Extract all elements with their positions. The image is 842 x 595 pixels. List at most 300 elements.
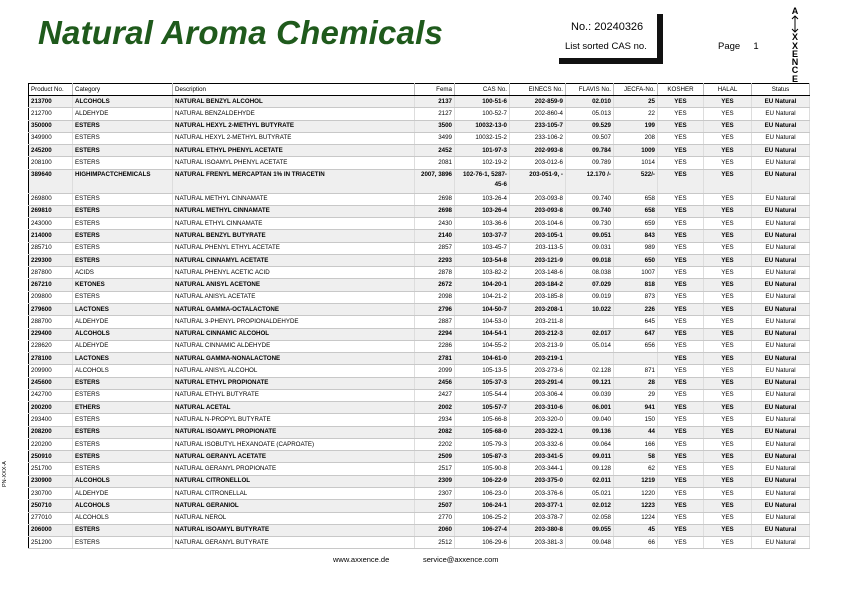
cell-flavis-no: 09.031 (566, 242, 614, 254)
cell-flavis-no: 02.012 (566, 500, 614, 512)
cell-kosher: YES (658, 205, 704, 217)
cell-cas-no: 106-27-4 (455, 524, 510, 536)
cell-jecfa-no: 647 (614, 328, 658, 340)
cell-flavis-no: 09.789 (566, 157, 614, 169)
cell-einecs-no: 203-376-6 (510, 487, 566, 499)
cell-flavis-no: 09.730 (566, 218, 614, 230)
cell-status: EU Natural (752, 451, 810, 463)
cell-product-no: 250910 (29, 451, 73, 463)
brand-letter: E (791, 48, 798, 59)
cell-einecs-no: 203-208-1 (510, 303, 566, 315)
cell-jecfa-no: 44 (614, 426, 658, 438)
cell-status: EU Natural (752, 132, 810, 144)
cell-category: ETHERS (73, 402, 173, 414)
cell-halal: YES (704, 537, 752, 549)
cell-fema: 2698 (415, 193, 455, 205)
cell-cas-no: 102-19-2 (455, 157, 510, 169)
cell-kosher: YES (658, 414, 704, 426)
cell-description: NATURAL GERANIOL (173, 500, 415, 512)
cell-flavis-no: 09.018 (566, 254, 614, 266)
cell-description: NATURAL ANISYL ACETATE (173, 291, 415, 303)
brand-letter: E (791, 73, 798, 84)
cell-einecs-no: 203-320-0 (510, 414, 566, 426)
cell-category: ALDEHYDE (73, 108, 173, 120)
cell-status: EU Natural (752, 157, 810, 169)
cell-einecs-no: 203-113-5 (510, 242, 566, 254)
brand-letter: X (791, 40, 798, 51)
cell-category: ALDEHYDE (73, 340, 173, 352)
cell-status: EU Natural (752, 316, 810, 328)
cell-status: EU Natural (752, 512, 810, 524)
cell-fema: 2293 (415, 254, 455, 266)
cell-description: NATURAL ACETAL (173, 402, 415, 414)
cell-jecfa-no: 522/- (614, 169, 658, 193)
cell-einecs-no: 203-322-1 (510, 426, 566, 438)
cell-halal: YES (704, 389, 752, 401)
cell-jecfa-no: 29 (614, 389, 658, 401)
cell-status: EU Natural (752, 291, 810, 303)
cell-flavis-no: 02.010 (566, 96, 614, 108)
cell-kosher: YES (658, 267, 704, 279)
cell-fema: 2517 (415, 463, 455, 475)
cell-status: EU Natural (752, 303, 810, 315)
cell-description: NATURAL ISOBUTYL HEXANOATE (CAPROATE) (173, 438, 415, 450)
cell-einecs-no: 203-093-8 (510, 205, 566, 217)
cell-einecs-no: 203-380-8 (510, 524, 566, 536)
cell-product-no: 229300 (29, 254, 73, 266)
cell-product-no: 209800 (29, 291, 73, 303)
cell-jecfa-no: 150 (614, 414, 658, 426)
cell-jecfa-no: 989 (614, 242, 658, 254)
cell-einecs-no: 202-993-8 (510, 145, 566, 157)
cell-fema: 2081 (415, 157, 455, 169)
table-row (29, 218, 810, 230)
cell-flavis-no: 09.039 (566, 389, 614, 401)
cell-kosher: YES (658, 279, 704, 291)
table-row (29, 303, 810, 315)
cell-product-no: 389640 (29, 169, 73, 193)
cell-einecs-no: 203-310-6 (510, 402, 566, 414)
cell-cas-no: 10032-15-2 (455, 132, 510, 144)
cell-product-no: 229400 (29, 328, 73, 340)
cell-fema: 2857 (415, 242, 455, 254)
cell-category: ESTERS (73, 193, 173, 205)
cell-fema: 2202 (415, 438, 455, 450)
cell-halal: YES (704, 402, 752, 414)
cell-halal: YES (704, 487, 752, 499)
cell-description: NATURAL ETHYL PHENYL ACETATE (173, 145, 415, 157)
cell-einecs-no: 203-332-6 (510, 438, 566, 450)
col-cas-no: CAS No. (455, 84, 510, 96)
cell-flavis-no: 05.021 (566, 487, 614, 499)
cell-einecs-no: 203-212-3 (510, 328, 566, 340)
table-row (29, 242, 810, 254)
cell-cas-no: 106-22-9 (455, 475, 510, 487)
cell-einecs-no: 233-105-7 (510, 120, 566, 132)
cell-halal: YES (704, 328, 752, 340)
cell-jecfa-no: 199 (614, 120, 658, 132)
cell-status: EU Natural (752, 328, 810, 340)
cell-kosher: YES (658, 340, 704, 352)
table-row (29, 108, 810, 120)
col-kosher: KOSHER (658, 84, 704, 96)
cell-kosher: YES (658, 254, 704, 266)
cell-description: NATURAL PHENYL ACETIC ACID (173, 267, 415, 279)
cell-status: EU Natural (752, 463, 810, 475)
cell-description: NATURAL METHYL CINNAMATE (173, 205, 415, 217)
cell-jecfa-no: 66 (614, 537, 658, 549)
cell-status: EU Natural (752, 353, 810, 365)
cell-einecs-no: 203-341-5 (510, 451, 566, 463)
cell-description: NATURAL ANISYL ACETONE (173, 279, 415, 291)
cell-fema: 2452 (415, 145, 455, 157)
cell-flavis-no: 09.740 (566, 205, 614, 217)
cell-status: EU Natural (752, 487, 810, 499)
cell-cas-no: 103-26-4 (455, 205, 510, 217)
cell-flavis-no: 02.011 (566, 475, 614, 487)
cell-status: EU Natural (752, 402, 810, 414)
cell-category: ALCOHOLS (73, 512, 173, 524)
cell-flavis-no: 09.784 (566, 145, 614, 157)
cell-einecs-no: 203-148-6 (510, 267, 566, 279)
cell-fema: 2698 (415, 205, 455, 217)
cell-cas-no: 104-61-0 (455, 353, 510, 365)
cell-kosher: YES (658, 475, 704, 487)
cell-halal: YES (704, 475, 752, 487)
cell-kosher: YES (658, 108, 704, 120)
cell-status: EU Natural (752, 389, 810, 401)
cell-einecs-no: 203-375-0 (510, 475, 566, 487)
cell-fema: 2060 (415, 524, 455, 536)
cell-cas-no: 102-76-1, 5287-45-6 (455, 169, 510, 193)
cell-description: NATURAL CINNAMIC ALDEHYDE (173, 340, 415, 352)
cell-product-no: 245600 (29, 377, 73, 389)
table-row (29, 365, 810, 377)
cell-status: EU Natural (752, 414, 810, 426)
cell-product-no: 208200 (29, 426, 73, 438)
table-row (29, 230, 810, 242)
cell-fema: 2456 (415, 377, 455, 389)
cell-halal: YES (704, 353, 752, 365)
sort-note: List sorted CAS no. (565, 41, 647, 52)
cell-status: EU Natural (752, 254, 810, 266)
cell-flavis-no: 06.001 (566, 402, 614, 414)
cell-product-no: 287800 (29, 267, 73, 279)
table-row (29, 340, 810, 352)
cell-halal: YES (704, 451, 752, 463)
cell-product-no: 242700 (29, 389, 73, 401)
cell-description: NATURAL ISOAMYL PHENYL ACETATE (173, 157, 415, 169)
cell-fema: 2934 (415, 414, 455, 426)
cell-product-no: 200200 (29, 402, 73, 414)
cell-kosher: YES (658, 524, 704, 536)
col-einecs-no: EINECS No. (510, 84, 566, 96)
cell-cas-no: 105-37-3 (455, 377, 510, 389)
cell-product-no: 230900 (29, 475, 73, 487)
cell-flavis-no: 02.058 (566, 512, 614, 524)
cell-cas-no: 105-66-8 (455, 414, 510, 426)
cell-status: EU Natural (752, 242, 810, 254)
cell-description: NATURAL 3-PHENYL PROPIONALDEHYDE (173, 316, 415, 328)
cell-fema: 2002 (415, 402, 455, 414)
cell-cas-no: 104-55-2 (455, 340, 510, 352)
cell-jecfa-no: 208 (614, 132, 658, 144)
cell-flavis-no: 09.121 (566, 377, 614, 389)
cell-status: EU Natural (752, 230, 810, 242)
document-title: Natural Aroma Chemicals (38, 14, 444, 51)
cell-product-no: 279600 (29, 303, 73, 315)
cell-kosher: YES (658, 463, 704, 475)
cell-flavis-no: 09.040 (566, 414, 614, 426)
cell-fema: 2309 (415, 475, 455, 487)
cell-flavis-no: 09.048 (566, 537, 614, 549)
cell-cas-no: 101-97-3 (455, 145, 510, 157)
brand-letter: N (791, 57, 799, 68)
cell-status: EU Natural (752, 426, 810, 438)
cell-halal: YES (704, 500, 752, 512)
cell-kosher: YES (658, 438, 704, 450)
cell-product-no: 243000 (29, 218, 73, 230)
cell-cas-no: 105-54-4 (455, 389, 510, 401)
col-fema: Fema (415, 84, 455, 96)
cell-halal: YES (704, 316, 752, 328)
cell-jecfa-no: 22 (614, 108, 658, 120)
cell-flavis-no (566, 316, 614, 328)
footer-email[interactable]: service@axxence.com (423, 555, 499, 564)
cell-einecs-no: 202-859-9 (510, 96, 566, 108)
cell-cas-no: 103-37-7 (455, 230, 510, 242)
cell-kosher: YES (658, 120, 704, 132)
cell-product-no: 277010 (29, 512, 73, 524)
cell-fema: 2098 (415, 291, 455, 303)
cell-description: NATURAL GERANYL PROPIONATE (173, 463, 415, 475)
table-row (29, 389, 810, 401)
cell-status: EU Natural (752, 193, 810, 205)
cell-einecs-no: 203-211-8 (510, 316, 566, 328)
table-row (29, 157, 810, 169)
cell-halal: YES (704, 205, 752, 217)
cell-category: ESTERS (73, 132, 173, 144)
cell-fema: 2307 (415, 487, 455, 499)
table-row (29, 205, 810, 217)
cell-jecfa-no: 1219 (614, 475, 658, 487)
cell-jecfa-no: 1223 (614, 500, 658, 512)
brand-letter: C (791, 65, 799, 76)
cell-description: NATURAL BENZYL ALCOHOL (173, 96, 415, 108)
cell-flavis-no: 09.019 (566, 291, 614, 303)
cell-einecs-no: 203-184-2 (510, 279, 566, 291)
cell-fema: 2286 (415, 340, 455, 352)
cell-fema: 2430 (415, 218, 455, 230)
cell-jecfa-no (614, 353, 658, 365)
cell-category: ESTERS (73, 242, 173, 254)
cell-cas-no: 103-36-6 (455, 218, 510, 230)
cell-product-no: 269810 (29, 205, 73, 217)
cell-description: NATURAL ETHYL PROPIONATE (173, 377, 415, 389)
cell-product-no: 267210 (29, 279, 73, 291)
cell-cas-no: 106-23-0 (455, 487, 510, 499)
cell-halal: YES (704, 254, 752, 266)
cell-kosher: YES (658, 218, 704, 230)
cell-kosher: YES (658, 353, 704, 365)
cell-kosher: YES (658, 487, 704, 499)
cell-cas-no: 105-57-7 (455, 402, 510, 414)
cell-cas-no: 105-87-3 (455, 451, 510, 463)
cell-flavis-no: 09.740 (566, 193, 614, 205)
cell-status: EU Natural (752, 537, 810, 549)
cell-description: NATURAL GERANYL BUTYRATE (173, 537, 415, 549)
cell-halal: YES (704, 291, 752, 303)
cell-category: ESTERS (73, 451, 173, 463)
cell-category: ESTERS (73, 426, 173, 438)
cell-category: ESTERS (73, 218, 173, 230)
cell-einecs-no: 203-012-6 (510, 157, 566, 169)
cell-halal: YES (704, 438, 752, 450)
cell-category: ESTERS (73, 205, 173, 217)
cell-halal: YES (704, 230, 752, 242)
products-table (28, 83, 810, 549)
cell-cas-no: 105-13-5 (455, 365, 510, 377)
cell-jecfa-no: 1224 (614, 512, 658, 524)
table-row (29, 438, 810, 450)
table-row (29, 426, 810, 438)
cell-description: NATURAL ETHYL BUTYRATE (173, 389, 415, 401)
cell-status: EU Natural (752, 340, 810, 352)
cell-halal: YES (704, 426, 752, 438)
table-row (29, 414, 810, 426)
page-number: 1 (753, 41, 759, 52)
table-row (29, 291, 810, 303)
cell-fema: 2140 (415, 230, 455, 242)
cell-category: ESTERS (73, 438, 173, 450)
cell-flavis-no: 05.014 (566, 340, 614, 352)
cell-category: ESTERS (73, 254, 173, 266)
table-row (29, 537, 810, 549)
cell-category: ESTERS (73, 389, 173, 401)
cell-category: ESTERS (73, 120, 173, 132)
cell-status: EU Natural (752, 108, 810, 120)
page-label: Page (718, 41, 741, 52)
cell-product-no: 288700 (29, 316, 73, 328)
cell-fema: 3499 (415, 132, 455, 144)
cell-kosher: YES (658, 96, 704, 108)
table-header-row (29, 84, 810, 96)
table-row (29, 353, 810, 365)
cell-einecs-no: 203-344-1 (510, 463, 566, 475)
col-halal: HALAL (704, 84, 752, 96)
cell-fema: 3500 (415, 120, 455, 132)
cell-halal: YES (704, 524, 752, 536)
cell-halal: YES (704, 120, 752, 132)
cell-product-no: 230700 (29, 487, 73, 499)
cell-flavis-no: 09.055 (566, 524, 614, 536)
cell-flavis-no (566, 353, 614, 365)
cell-fema: 2082 (415, 426, 455, 438)
cell-einecs-no: 203-273-6 (510, 365, 566, 377)
page-indicator (718, 41, 759, 52)
cell-category: ALCOHOLS (73, 96, 173, 108)
cell-jecfa-no: 843 (614, 230, 658, 242)
cell-description: NATURAL GAMMA-NONALACTONE (173, 353, 415, 365)
cell-category: ACIDS (73, 267, 173, 279)
cell-cas-no: 104-53-0 (455, 316, 510, 328)
cell-description: NATURAL PHENYL ETHYL ACETATE (173, 242, 415, 254)
cell-jecfa-no: 28 (614, 377, 658, 389)
cell-kosher: YES (658, 377, 704, 389)
cell-cas-no: 104-21-2 (455, 291, 510, 303)
cell-category: ESTERS (73, 463, 173, 475)
footer-website[interactable]: www.axxence.de (333, 555, 390, 564)
cell-jecfa-no: 45 (614, 524, 658, 536)
col-category: Category (73, 84, 173, 96)
cell-flavis-no: 02.017 (566, 328, 614, 340)
cell-kosher: YES (658, 402, 704, 414)
cell-fema: 2137 (415, 96, 455, 108)
cell-description: NATURAL CITRONELLOL (173, 475, 415, 487)
cell-description: NATURAL GAMMA-OCTALACTONE (173, 303, 415, 315)
cell-kosher: YES (658, 291, 704, 303)
table-row (29, 279, 810, 291)
cell-einecs-no: 203-104-6 (510, 218, 566, 230)
cell-kosher: YES (658, 132, 704, 144)
cell-kosher: YES (658, 451, 704, 463)
cell-flavis-no: 10.022 (566, 303, 614, 315)
cell-kosher: YES (658, 303, 704, 315)
cell-kosher: YES (658, 512, 704, 524)
cell-halal: YES (704, 132, 752, 144)
cell-product-no: 245200 (29, 145, 73, 157)
cell-description: NATURAL GERANYL ACETATE (173, 451, 415, 463)
cell-category: ESTERS (73, 230, 173, 242)
table-row (29, 524, 810, 536)
cell-description: NATURAL BENZYL BUTYRATE (173, 230, 415, 242)
cell-product-no: 251200 (29, 537, 73, 549)
cell-halal: YES (704, 96, 752, 108)
cell-category: KETONES (73, 279, 173, 291)
cell-einecs-no: 203-219-1 (510, 353, 566, 365)
cell-fema: 2672 (415, 279, 455, 291)
cell-halal: YES (704, 157, 752, 169)
cell-category: LACTONES (73, 303, 173, 315)
cell-category: ESTERS (73, 145, 173, 157)
cell-status: EU Natural (752, 267, 810, 279)
table-row (29, 96, 810, 108)
cell-jecfa-no: 25 (614, 96, 658, 108)
col-jecfa-no: JECFA-No. (614, 84, 658, 96)
cell-status: EU Natural (752, 365, 810, 377)
cell-description: NATURAL NEROL (173, 512, 415, 524)
cell-fema: 2770 (415, 512, 455, 524)
cell-category: ALCOHOLS (73, 328, 173, 340)
cell-halal: YES (704, 303, 752, 315)
cell-product-no: 278100 (29, 353, 73, 365)
cell-jecfa-no: 650 (614, 254, 658, 266)
cell-cas-no: 104-50-7 (455, 303, 510, 315)
table-row (29, 463, 810, 475)
table-row (29, 500, 810, 512)
cell-flavis-no: 07.029 (566, 279, 614, 291)
table-row (29, 145, 810, 157)
cell-fema: 2512 (415, 537, 455, 549)
cell-cas-no: 105-90-8 (455, 463, 510, 475)
cell-halal: YES (704, 279, 752, 291)
cell-fema: 2781 (415, 353, 455, 365)
cell-description: NATURAL ISOAMYL PROPIONATE (173, 426, 415, 438)
cell-cas-no: 105-79-3 (455, 438, 510, 450)
cell-status: EU Natural (752, 524, 810, 536)
cell-fema: 2507 (415, 500, 455, 512)
cell-halal: YES (704, 242, 752, 254)
